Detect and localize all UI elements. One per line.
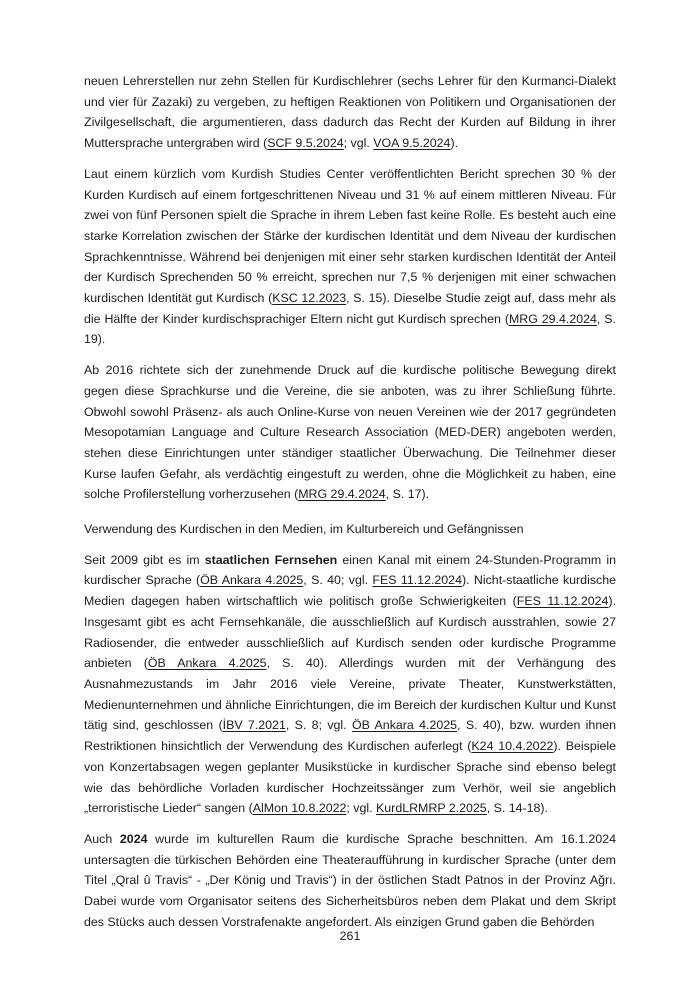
citation-link[interactable]: VOA 9.5.2024 — [373, 136, 451, 151]
paragraph — [84, 164, 616, 350]
citation-link[interactable]: ÖB Ankara 4.2025 — [351, 718, 458, 733]
citation-link[interactable]: ÖB Ankara 4.2025 — [147, 656, 267, 671]
paragraph — [84, 550, 616, 819]
document-content — [84, 71, 616, 942]
citation-link[interactable]: MRG 29.4.2024 — [298, 487, 386, 502]
citation-link[interactable]: MRG 29.4.2024 — [508, 311, 597, 326]
text-run: ; vgl. — [343, 136, 374, 151]
text-run: , S. 40; vgl. — [303, 573, 373, 588]
text-run: Seit 2009 gibt es im — [84, 552, 205, 567]
citation-link[interactable]: KSC 12.2023 — [272, 291, 347, 306]
page-number: 261 — [339, 929, 361, 943]
text-run: , S. 15). Dieselbe Studie zeigt auf, dass mehr als die Hälfte der Kinder kurdischsprachiger Eltern nicht gut Kurdisch sprechen ( — [84, 291, 616, 326]
text-run: wurde im kulturellen Raum die kurdische Sprache beschnitten. Am 16.1.2024 untersagten die türkischen Behörden eine Theateraufführung in kurdischer Sprache (unter dem Titel „Qral û Travis“ - „Der König und Travis“) in der östlichen Stadt Patnos in der Provinz Ağrı. Dabei wurde vom Organisator seitens des Sicherheitsbüros neben dem Plakat und dem Skript des Stücks auch dessen Vorstrafenakte angefordert. Als einzigen Grund gaben die Behörden — [84, 831, 616, 929]
text-run: Ab 2016 richtete sich der zunehmende Druck auf die kurdische politische Bewegung direkt gegen diese Sprachkurse und die Vereine, die sie anboten, was zu ihrer Schließung führte. Obwohl sowohl Präsenz- als auch Online-Kurse von neuen Vereinen wie der 2017 gegründeten Mesopotamian Language and Culture Research Association (MED-DER) angeboten werden, stehen diese Einrichtungen unter ständiger staatlicher Überwachung. Die Teilnehmer dieser Kurse laufen Gefahr, als verdächtig eingestuft zu werden, ohne die Möglichkeit zu haben, eine solche Profilerstellung vorherzusehen ( — [84, 363, 616, 502]
citation-link[interactable]: FES 11.12.2024 — [372, 573, 462, 588]
citation-link[interactable]: SCF 9.5.2024 — [267, 136, 344, 151]
citation-link[interactable]: AlMon 10.8.2022 — [252, 801, 347, 816]
paragraph — [84, 829, 616, 933]
text-run: , S. 40). Allerdings wurden mit der Verhängung des Ausnahmezustands im Jahr 2016 viele Vereine, private Theater, Kunstwerkstätten, Medienunternehmen und ähnliche Einrichtungen, die im Bereich der kurdischen Kultur und Kunst tätig sind, geschlossen ( — [84, 656, 616, 733]
text-run: ). Insgesamt gibt es acht Fernsehkanäle, die ausschließlich auf Kurdisch ausstrahlen, sowie 27 Radiosender, die entweder ausschließlich auf Kurdisch senden oder kurdische Programme anbieten ( — [84, 594, 617, 671]
citation-link[interactable]: K24 10.4.2022 — [471, 739, 554, 754]
citation-link[interactable]: FES 11.12.2024 — [516, 594, 609, 609]
text-run: ). Beispiele von Konzertabsagen wegen geplanter Musikstücke in kurdischer Sprache sind ebenso belegt wie das behördliche Vorladen kurdischer Hochzeitssänger zum Verhör, weil sie angeblich „terroristische Lieder“ sangen ( — [84, 739, 616, 816]
text-run: einen Kanal mit einem 24-Stunden-Programm in kurdischer Sprache ( — [84, 552, 616, 588]
citation-link[interactable]: KurdLRMRP 2.2025 — [376, 801, 487, 816]
section-heading — [84, 519, 616, 540]
text-run: Auch — [84, 831, 120, 846]
text-run: ). Nicht-staatliche kurdische Medien dagegen haben wirtschaftlich wie politisch große Schwierigkeiten ( — [84, 573, 616, 609]
text-run: , S. 40), bzw. wurden ihnen Restriktionen hinsichtlich der Verwendung des Kurdischen auferlegt ( — [84, 718, 616, 754]
text-run: , S. 14-18). — [486, 801, 548, 816]
text-run: Verwendung des Kurdischen in den Medien, im Kulturbereich und Gefängnissen — [84, 522, 524, 537]
citation-link[interactable]: İBV 7.2021 — [222, 718, 286, 733]
bold-text: 2024 — [119, 831, 148, 846]
paragraph — [84, 71, 616, 154]
text-run: Laut einem kürzlich vom Kurdish Studies Center veröffentlichten Bericht sprechen 30 % der Kurden Kurdisch auf einem fortgeschrittenen Niveau und 31 % auf einem mittleren Niveau. Für zwei von fünf Personen spielt die Sprache in ihrem Leben fast keine Rolle. Es besteht auch eine starke Korrelation zwischen der Stärke der kurdischen Identität und dem Niveau der kurdischen Sprachkenntnisse. Während bei denjenigen mit einer sehr starken kurdischen Identität der Anteil der Kurdisch Sprechenden 50 % erreicht, sprechen nur 7,5 % derjenigen mit einer schwachen kurdischen Identität gut Kurdisch ( — [84, 166, 616, 306]
bold-text: staatlichen Fernsehen — [204, 552, 338, 567]
citation-link[interactable]: ÖB Ankara 4.2025 — [200, 573, 304, 588]
text-run: ). — [450, 136, 459, 151]
text-run: neuen Lehrerstellen nur zehn Stellen für Kurdischlehrer (sechs Lehrer für den Kurmanci-Dialekt und vier für Zazaki) zu vergeben, zu heftigen Reaktionen von Politikern und Organisationen der Zivilgesellschaft, die argumentieren, dass dadurch das Recht der Kurden auf Bildung in ihrer Muttersprache untergraben wird ( — [84, 74, 616, 151]
paragraph — [84, 360, 616, 505]
text-run: , S. 8; vgl. — [285, 718, 352, 733]
text-run: , S. 17). — [385, 487, 430, 502]
text-run: , S. 19). — [84, 311, 616, 347]
text-run: ; vgl. — [346, 801, 377, 816]
